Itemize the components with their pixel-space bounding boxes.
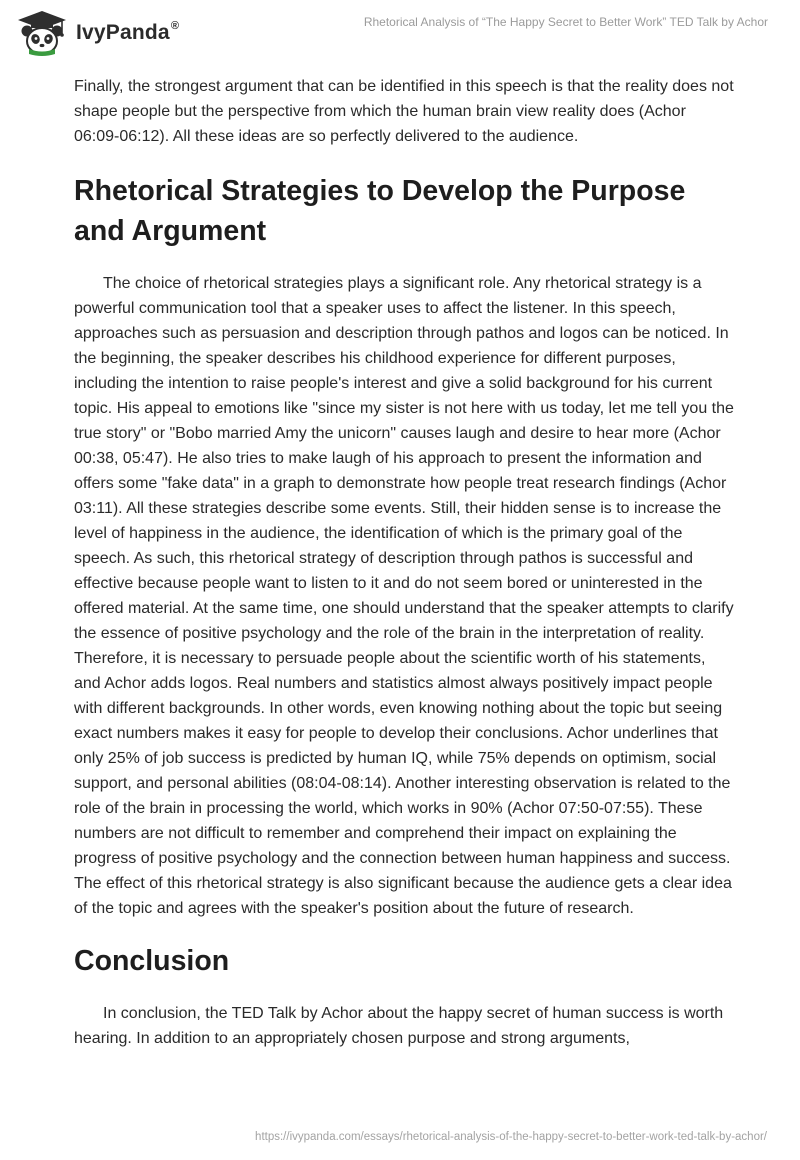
page-header bbox=[0, 0, 800, 66]
panda-graduate-logo-icon bbox=[14, 10, 70, 56]
brand-name-text: IvyPanda bbox=[76, 21, 170, 44]
intro-paragraph: Finally, the strongest argument that can be identified in this speech is that the reality does not shape people but the perspective from which the human brain view reality does (Achor 06:09-06:12). All these ideas are so perfectly delivered to the audience. bbox=[74, 78, 734, 145]
brand-name bbox=[76, 21, 179, 45]
section-heading-conclusion: Conclusion bbox=[74, 945, 230, 977]
conclusion-paragraph: In conclusion, the TED Talk by Achor about the happy secret of human success is worth hearing. In addition to an appropriately chosen purpose and strong arguments, bbox=[74, 1005, 724, 1047]
brand-logo[interactable] bbox=[14, 9, 179, 57]
strategies-paragraph: The choice of rhetorical strategies plays a significant role. Any rhetorical strategy is a powerful communication tool that a speaker uses to affect the listener. In this speech, approaches such as persuasion and description through pathos and logos can be noticed. In the beginning, the speaker describes his childhood experience for different purposes, including the intention to raise people's interest and give a solid background for his current topic. His appeal to emotions like "since my sister is not here with us today, let me tell you the true story" or "Bobo married Amy the unicorn" causes laugh and desire to hear more (Achor 00:38, 05:47). He also tries to make laugh of his approach to present the information and offers some "fake data" in a graph to demonstrate how people treat research findings (Achor 03:11). All these strategies describe some events. Still, their hidden sense is to increase the level of happiness in the audience, the identification of which is the primary goal of the speech. As such, this rhetorical strategy of description through pathos is successful and effective because people want to listen to it and do not seem bored or uninterested in the offered material. At the same time, one should understand that the speaker attempts to clarify the essence of positive psychology and the role of the brain in the interpretation of reality. Therefore, it is necessary to persuade people about the scientific worth of his statements, and Achor adds logos. Real numbers and statistics almost always positively impact people with different backgrounds. In other words, even knowing nothing about the topic but seeing exact numbers makes it easy for people to develop their conclusions. Achor underlines that only 25% of job success is predicted by human IQ, while 75% depends on optimism, social support, and personal abilities (08:04-08:14). Another interesting observation is related to the role of the brain in processing the world, which works in 90% (Achor 07:50-07:55). These numbers are not difficult to remember and comprehend their impact on explaining the progress of positive psychology and the connection between human happiness and success. The effect of this rhetorical strategy is also significant because the audience gets a clear idea of the topic and agrees with the speaker's position about the future of research. bbox=[74, 275, 734, 917]
document-title: Rhetorical Analysis of “The Happy Secret to Better Work” TED Talk by Achor bbox=[363, 15, 768, 29]
section-heading-strategies: Rhetorical Strategies to Develop the Purpose and Argument bbox=[74, 175, 686, 247]
registered-mark: ® bbox=[170, 20, 180, 32]
source-url[interactable]: https://ivypanda.com/essays/rhetorical-analysis-of-the-happy-secret-to-better-work-ted-talk-by-achor/ bbox=[255, 1131, 767, 1143]
essay-content bbox=[74, 74, 734, 1051]
